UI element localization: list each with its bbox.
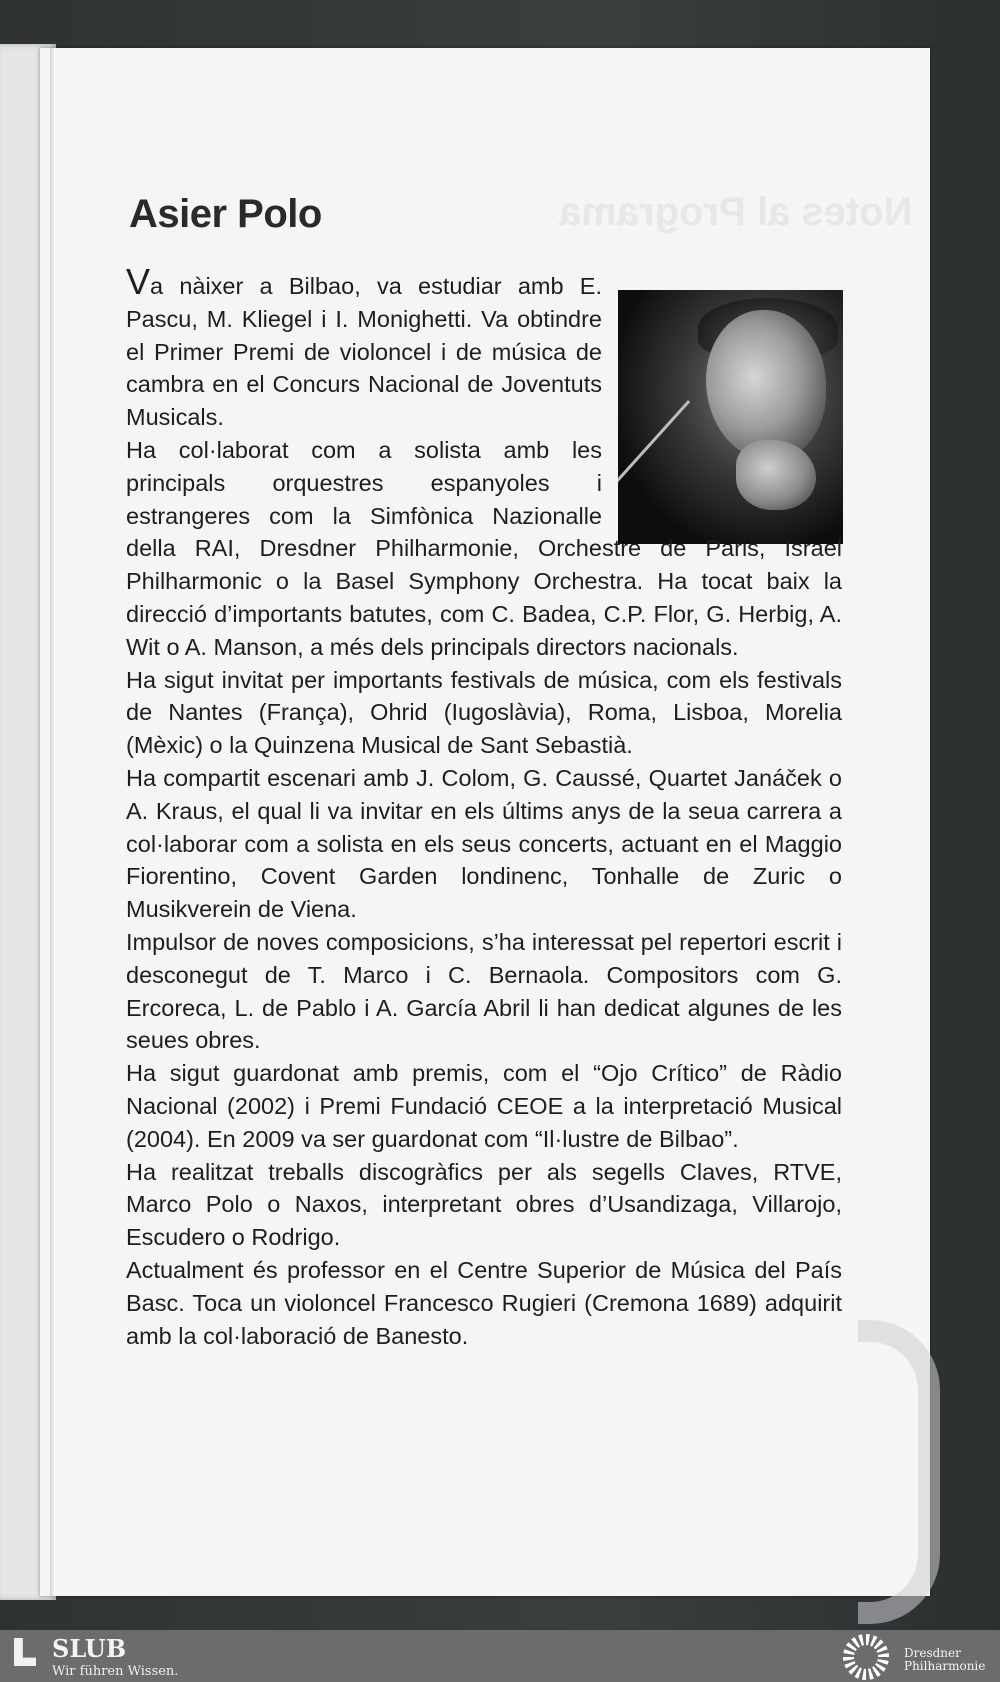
show-through-brace-decoration — [858, 1320, 940, 1624]
bio-paragraph-2: Ha col·laborat com a solista amb les principals orquestres espanyoles i estrangeres com la Simfònica Nazionalle della RAI, Dresdner Philharmonie, Orchestre de Paris, Israel Philharmonic o la Basel Symphony Orchestra. Ha tocat baix la direcció d’importants batutes, com C. Badea, C.P. Flor, G. Herbig, A. Wit o A. Manson, a més dels principals directors nacionals. — [126, 436, 842, 660]
bio-paragraph-6: Ha sigut guardonat amb premis, com el “Ojo Crítico” de Ràdio Nacional (2002) i Premi Fundació CEOE a la interpretació Musical (2004). En 2009 va ser guardonat com “Il·lustre de Bilbao”. — [126, 1060, 842, 1152]
bio-paragraph-8: Actualment és professor en el Centre Superior de Música del País Basc. Toca un violoncel Francesco Rugieri (Cremona 1689) adquirit amb la col·laboració de Banesto. — [126, 1256, 842, 1349]
slub-name[interactable]: SLUB — [52, 1634, 127, 1663]
bio-paragraph-1-text: a nàixer a Bilbao, va estudiar amb E. Pascu, M. Kliegel i I. Monighetti. Va obtindre el Primer Premi de violoncel i de música de cambra en el Concurs Nacional de Joventuts Musicals. — [126, 273, 602, 431]
biography-text — [126, 261, 842, 1352]
page-title: Asier Polo — [129, 192, 322, 236]
bio-paragraph-3: Ha sigut invitat per importants festivals de música, com els festivals de Nantes (França), Ohrid (Iugoslàvia), Roma, Lisboa, Morelia (Mèxic) o la Quinzena Musical de Sant Sebastià. — [126, 666, 842, 759]
partner-name-line-1: Dresdner — [904, 1646, 961, 1660]
partner-name[interactable] — [904, 1647, 996, 1673]
slub-tagline: Wir führen Wissen. — [52, 1664, 179, 1679]
dropcap-letter: V — [126, 261, 151, 302]
show-through-heading: Notes al Programa — [558, 190, 912, 234]
bio-paragraph-5: Impulsor de noves composicions, s’ha interessat pel repertori escrit i desconegut de T. Marco i C. Bernaola. Compositors com G. Ercoreca, L. de Pablo i A. García Abril li han dedicat algunes de les seues obres. — [126, 928, 842, 1054]
dresdner-philharmonie-logo-icon[interactable] — [843, 1634, 889, 1680]
bio-paragraph-4: Ha compartit escenari amb J. Colom, G. Caussé, Quartet Janáček o A. Kraus, el qual li va invitar en els últims anys de la seua carrera a col·laborar com a solista en els seus concerts, actuant en el Maggio Fiorentino, Covent Garden londinenc, Tonhalle de Zuric o Musikverein de Viena. — [126, 764, 842, 923]
bio-paragraph-7: Ha realitzat treballs discogràfics per als segells Claves, RTVE, Marco Polo o Naxos, interpretant obres d’Usandizaga, Villarojo, Escudero o Rodrigo. — [126, 1158, 842, 1251]
photo-text-wrap-spacer — [610, 270, 842, 532]
page-fold-shadow — [50, 48, 54, 1596]
partner-name-line-2: Philharmonie — [904, 1659, 986, 1673]
